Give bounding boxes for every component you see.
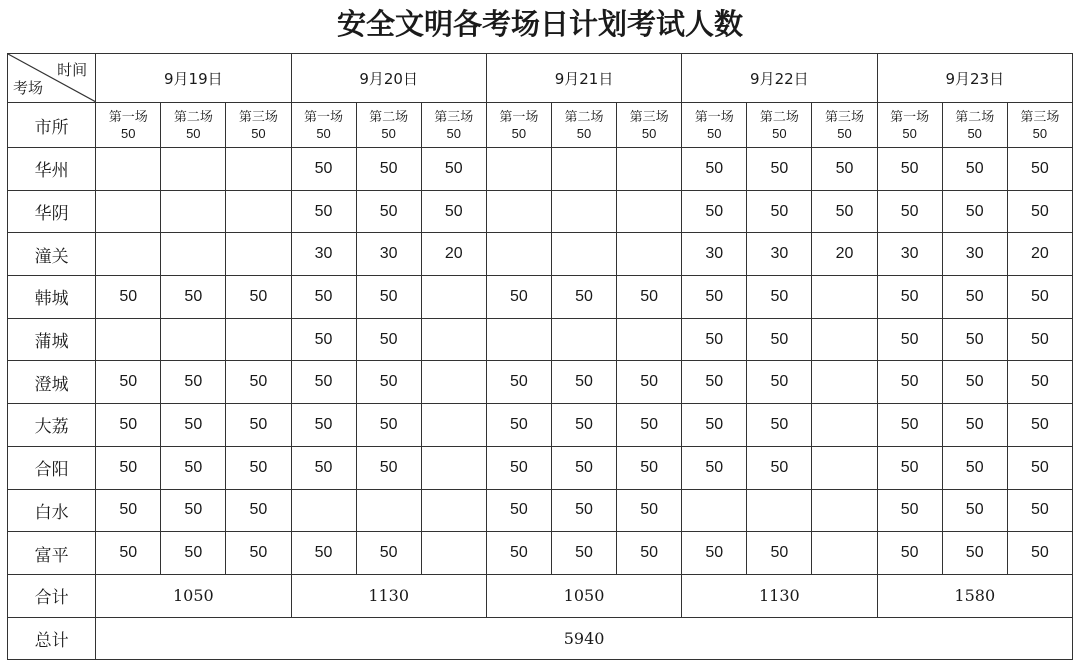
count-cell xyxy=(421,318,486,361)
count-cell xyxy=(421,489,486,532)
count-cell xyxy=(161,148,226,191)
count-cell xyxy=(96,318,161,361)
date-header: 9月23日 xyxy=(877,54,1072,103)
count-cell: 30 xyxy=(877,233,942,276)
table-row xyxy=(8,446,1073,489)
count-cell xyxy=(421,446,486,489)
count-cell: 50 xyxy=(747,532,812,575)
count-cell: 50 xyxy=(747,276,812,319)
count-cell: 50 xyxy=(747,318,812,361)
count-cell: 50 xyxy=(551,489,616,532)
count-cell: 50 xyxy=(747,361,812,404)
subtotal-label: 合计 xyxy=(8,574,96,617)
table-row xyxy=(8,190,1073,233)
venue-name: 华州 xyxy=(8,148,96,191)
table-title: 安全文明各考场日计划考试人数 xyxy=(336,7,743,41)
count-cell: 50 xyxy=(942,446,1007,489)
count-cell xyxy=(161,318,226,361)
session-name: 第三场 xyxy=(629,110,669,125)
session-name: 第三场 xyxy=(434,110,474,125)
count-cell xyxy=(421,404,486,447)
count-cell: 50 xyxy=(226,361,291,404)
session-name: 第一场 xyxy=(694,110,734,125)
count-cell: 50 xyxy=(291,318,356,361)
venue-name: 合阳 xyxy=(8,446,96,489)
venue-name: 富平 xyxy=(8,532,96,575)
date-header-row xyxy=(8,54,1073,103)
count-cell: 50 xyxy=(486,489,551,532)
count-cell: 50 xyxy=(812,190,877,233)
count-cell: 50 xyxy=(161,446,226,489)
count-cell: 50 xyxy=(682,276,747,319)
subtotal-value: 1580 xyxy=(877,574,1072,617)
count-cell: 50 xyxy=(226,489,291,532)
count-cell xyxy=(226,148,291,191)
count-cell: 50 xyxy=(1007,489,1072,532)
count-cell xyxy=(812,489,877,532)
count-cell: 50 xyxy=(682,148,747,191)
date-header: 9月21日 xyxy=(486,54,681,103)
count-cell: 50 xyxy=(1007,190,1072,233)
count-cell: 50 xyxy=(942,361,1007,404)
session-capacity: 50 xyxy=(1032,126,1048,141)
count-cell: 50 xyxy=(942,318,1007,361)
count-cell: 50 xyxy=(1007,446,1072,489)
session-header xyxy=(96,103,161,148)
count-cell: 50 xyxy=(291,404,356,447)
date-header: 9月19日 xyxy=(96,54,291,103)
session-header xyxy=(291,103,356,148)
session-header xyxy=(877,103,942,148)
count-cell xyxy=(96,148,161,191)
session-capacity: 50 xyxy=(511,126,527,141)
count-cell xyxy=(812,532,877,575)
session-capacity: 50 xyxy=(120,126,136,141)
table-row xyxy=(8,233,1073,276)
count-cell xyxy=(617,190,682,233)
count-cell: 50 xyxy=(226,532,291,575)
session-name: 第二场 xyxy=(955,110,995,125)
count-cell: 50 xyxy=(877,489,942,532)
session-name: 第三场 xyxy=(238,110,278,125)
count-cell xyxy=(812,446,877,489)
count-cell: 50 xyxy=(226,404,291,447)
count-cell: 50 xyxy=(942,489,1007,532)
subtotal-value: 1130 xyxy=(291,574,486,617)
count-cell: 50 xyxy=(291,148,356,191)
count-cell: 50 xyxy=(682,404,747,447)
count-cell: 50 xyxy=(551,276,616,319)
venue-name: 华阴 xyxy=(8,190,96,233)
session-header xyxy=(421,103,486,148)
count-cell: 50 xyxy=(877,404,942,447)
count-cell: 50 xyxy=(356,318,421,361)
count-cell: 50 xyxy=(942,404,1007,447)
table-row xyxy=(8,361,1073,404)
count-cell: 50 xyxy=(877,532,942,575)
count-cell: 30 xyxy=(682,233,747,276)
city-label: 市所 xyxy=(8,103,96,148)
session-name: 第二场 xyxy=(173,110,213,125)
session-name: 第一场 xyxy=(499,110,539,125)
count-cell xyxy=(421,276,486,319)
count-cell: 50 xyxy=(421,148,486,191)
count-cell: 50 xyxy=(356,190,421,233)
count-cell: 50 xyxy=(942,190,1007,233)
session-capacity: 50 xyxy=(381,126,396,141)
count-cell: 50 xyxy=(356,276,421,319)
table-row xyxy=(8,276,1073,319)
count-cell xyxy=(96,233,161,276)
count-cell: 50 xyxy=(96,361,161,404)
count-cell: 50 xyxy=(682,361,747,404)
count-cell xyxy=(551,190,616,233)
count-cell: 50 xyxy=(1007,404,1072,447)
count-cell: 50 xyxy=(551,446,616,489)
count-cell: 50 xyxy=(551,532,616,575)
count-cell xyxy=(617,318,682,361)
count-cell: 50 xyxy=(682,190,747,233)
count-cell: 50 xyxy=(96,446,161,489)
venue-name: 潼关 xyxy=(8,233,96,276)
count-cell: 50 xyxy=(291,190,356,233)
count-cell xyxy=(812,404,877,447)
count-cell: 50 xyxy=(747,190,812,233)
session-capacity: 50 xyxy=(186,126,201,141)
count-cell: 50 xyxy=(551,361,616,404)
corner-header-cell xyxy=(8,54,96,103)
count-cell: 50 xyxy=(96,532,161,575)
count-cell: 50 xyxy=(421,190,486,233)
venue-name: 韩城 xyxy=(8,276,96,319)
session-name: 第二场 xyxy=(564,110,604,125)
count-cell: 50 xyxy=(617,489,682,532)
count-cell: 50 xyxy=(161,489,226,532)
count-cell: 50 xyxy=(96,404,161,447)
count-cell: 50 xyxy=(682,532,747,575)
session-name: 第一场 xyxy=(304,110,344,125)
session-header-row xyxy=(8,103,1073,148)
subtotal-value: 1050 xyxy=(486,574,681,617)
date-header: 9月20日 xyxy=(291,54,486,103)
count-cell: 50 xyxy=(551,404,616,447)
count-cell: 50 xyxy=(1007,318,1072,361)
count-cell: 50 xyxy=(486,532,551,575)
exam-schedule-table xyxy=(7,53,1073,660)
count-cell: 50 xyxy=(291,276,356,319)
count-cell xyxy=(161,233,226,276)
count-cell xyxy=(682,489,747,532)
session-capacity: 50 xyxy=(967,126,982,141)
count-cell: 50 xyxy=(291,532,356,575)
count-cell: 50 xyxy=(486,276,551,319)
count-cell: 50 xyxy=(291,361,356,404)
session-header xyxy=(356,103,421,148)
session-header xyxy=(617,103,682,148)
count-cell: 50 xyxy=(617,532,682,575)
count-cell xyxy=(96,190,161,233)
count-cell: 50 xyxy=(291,446,356,489)
count-cell: 50 xyxy=(617,361,682,404)
count-cell xyxy=(291,489,356,532)
count-cell: 50 xyxy=(161,361,226,404)
corner-venue-label: 考场 xyxy=(13,79,44,97)
count-cell xyxy=(747,489,812,532)
session-header xyxy=(747,103,812,148)
count-cell: 50 xyxy=(1007,361,1072,404)
count-cell: 30 xyxy=(747,233,812,276)
count-cell: 50 xyxy=(356,446,421,489)
count-cell: 50 xyxy=(96,276,161,319)
session-capacity: 50 xyxy=(707,126,722,141)
total-row xyxy=(8,617,1073,660)
count-cell xyxy=(226,233,291,276)
session-name: 第一场 xyxy=(108,110,148,125)
count-cell: 50 xyxy=(1007,276,1072,319)
count-cell xyxy=(551,233,616,276)
session-header xyxy=(812,103,877,148)
count-cell xyxy=(812,276,877,319)
count-cell: 50 xyxy=(161,532,226,575)
count-cell: 50 xyxy=(617,276,682,319)
count-cell xyxy=(617,148,682,191)
subtotal-row xyxy=(8,574,1073,617)
count-cell xyxy=(486,148,551,191)
count-cell: 50 xyxy=(226,446,291,489)
count-cell xyxy=(812,318,877,361)
count-cell: 50 xyxy=(877,318,942,361)
count-cell: 50 xyxy=(617,404,682,447)
count-cell: 50 xyxy=(486,446,551,489)
session-capacity: 50 xyxy=(316,126,331,141)
count-cell xyxy=(486,233,551,276)
count-cell: 20 xyxy=(812,233,877,276)
count-cell xyxy=(551,318,616,361)
venue-name: 澄城 xyxy=(8,361,96,404)
subtotal-value: 1130 xyxy=(682,574,877,617)
table-row xyxy=(8,532,1073,575)
count-cell: 50 xyxy=(812,148,877,191)
count-cell xyxy=(812,361,877,404)
date-header: 9月22日 xyxy=(682,54,877,103)
count-cell: 50 xyxy=(747,148,812,191)
session-capacity: 50 xyxy=(251,126,266,141)
count-cell xyxy=(421,532,486,575)
session-header xyxy=(226,103,291,148)
session-capacity: 50 xyxy=(902,126,917,141)
count-cell: 50 xyxy=(1007,532,1072,575)
total-value: 5940 xyxy=(96,617,1073,660)
count-cell: 50 xyxy=(617,446,682,489)
count-cell xyxy=(486,190,551,233)
count-cell: 50 xyxy=(877,361,942,404)
session-header xyxy=(551,103,616,148)
session-capacity: 50 xyxy=(446,126,462,141)
count-cell: 50 xyxy=(96,489,161,532)
count-cell xyxy=(356,489,421,532)
table-row xyxy=(8,148,1073,191)
count-cell: 50 xyxy=(161,276,226,319)
table-row xyxy=(8,404,1073,447)
count-cell: 50 xyxy=(356,404,421,447)
count-cell: 20 xyxy=(1007,233,1072,276)
session-header xyxy=(682,103,747,148)
session-name: 第三场 xyxy=(1020,110,1060,125)
count-cell: 30 xyxy=(942,233,1007,276)
count-cell xyxy=(551,148,616,191)
session-name: 第二场 xyxy=(369,110,409,125)
count-cell xyxy=(486,318,551,361)
session-name: 第一场 xyxy=(890,110,930,125)
count-cell: 50 xyxy=(486,361,551,404)
count-cell: 30 xyxy=(356,233,421,276)
count-cell: 30 xyxy=(291,233,356,276)
total-label: 总计 xyxy=(8,617,96,660)
count-cell: 50 xyxy=(161,404,226,447)
count-cell: 20 xyxy=(421,233,486,276)
count-cell: 50 xyxy=(877,190,942,233)
venue-name: 大荔 xyxy=(8,404,96,447)
count-cell xyxy=(161,190,226,233)
count-cell: 50 xyxy=(747,446,812,489)
count-cell: 50 xyxy=(877,148,942,191)
count-cell: 50 xyxy=(747,404,812,447)
session-capacity: 50 xyxy=(641,126,657,141)
count-cell xyxy=(226,318,291,361)
count-cell: 50 xyxy=(942,148,1007,191)
count-cell: 50 xyxy=(1007,148,1072,191)
count-cell: 50 xyxy=(356,361,421,404)
count-cell: 50 xyxy=(486,404,551,447)
count-cell: 50 xyxy=(942,276,1007,319)
session-header xyxy=(161,103,226,148)
count-cell: 50 xyxy=(682,318,747,361)
count-cell: 50 xyxy=(682,446,747,489)
session-name: 第三场 xyxy=(824,110,864,125)
table-row xyxy=(8,489,1073,532)
count-cell: 50 xyxy=(356,532,421,575)
count-cell: 50 xyxy=(877,446,942,489)
session-capacity: 50 xyxy=(576,126,592,141)
session-header xyxy=(1007,103,1072,148)
count-cell: 50 xyxy=(356,148,421,191)
corner-time-label: 时间 xyxy=(57,61,88,79)
count-cell xyxy=(226,190,291,233)
session-capacity: 50 xyxy=(837,126,852,141)
count-cell: 50 xyxy=(877,276,942,319)
subtotal-value: 1050 xyxy=(96,574,291,617)
table-row xyxy=(8,318,1073,361)
session-header xyxy=(942,103,1007,148)
session-name: 第二场 xyxy=(759,110,799,125)
venue-name: 白水 xyxy=(8,489,96,532)
session-capacity: 50 xyxy=(772,126,787,141)
count-cell xyxy=(617,233,682,276)
count-cell xyxy=(421,361,486,404)
count-cell: 50 xyxy=(226,276,291,319)
venue-name: 蒲城 xyxy=(8,318,96,361)
count-cell: 50 xyxy=(942,532,1007,575)
session-header xyxy=(486,103,551,148)
